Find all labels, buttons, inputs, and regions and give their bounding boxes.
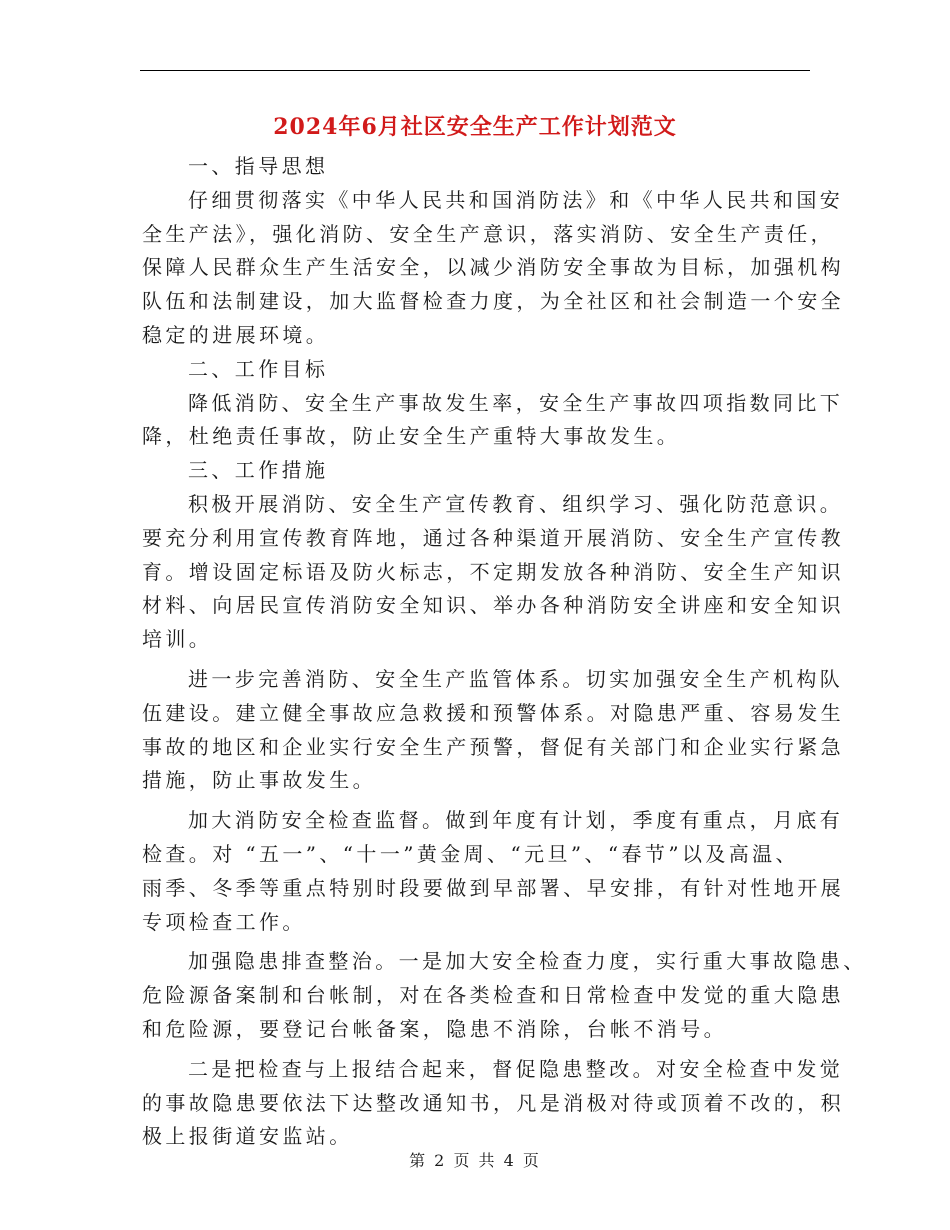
text-line: 事故的地区和企业实行安全生产预警，督促有关部门和企业实行紧急 bbox=[142, 734, 844, 759]
paragraph bbox=[142, 945, 867, 1046]
text-line: 和危险源，要登记台帐备案，隐患不消除，台帐不消号。 bbox=[142, 1016, 727, 1041]
text-line: 伍建设。建立健全事故应急救援和预警体系。对隐患严重、容易发生 bbox=[142, 700, 844, 725]
document-title: 2024年6月社区安全生产工作计划范文 bbox=[273, 114, 677, 140]
text-line: 进一步完善消防、安全生产监管体系。切实加强安全生产机构队 bbox=[188, 666, 844, 691]
text-line: 加强隐患排查整治。一是加大安全检查力度，实行重大事故隐患、 bbox=[188, 949, 867, 974]
text-line: 仔细贯彻落实《中华人民共和国消防法》和《中华人民共和国安 bbox=[188, 187, 844, 212]
text-line: 三、工作措施 bbox=[188, 458, 329, 483]
text-line: 措施，防止事故发生。 bbox=[142, 768, 376, 793]
paragraph bbox=[142, 353, 810, 387]
paragraph bbox=[142, 150, 810, 184]
paragraph bbox=[142, 488, 844, 657]
paragraph bbox=[142, 663, 844, 798]
text-line: 雨季、冬季等重点特别时段要做到早部署、早安排，有针对性地开展 bbox=[142, 875, 844, 900]
text-line: 积极开展消防、安全生产宣传教育、组织学习、强化防范意识。 bbox=[188, 491, 844, 516]
header-rule bbox=[140, 70, 810, 71]
text-line: 危险源备案制和台帐制，对在各类检查和日常检查中发觉的重大隐患 bbox=[142, 983, 844, 1008]
text-line: 培训。 bbox=[142, 627, 213, 652]
paragraph bbox=[142, 184, 844, 353]
text-line: 检查。对 “五一”、“十一”黄金周、“元旦”、“春节”以及高温、 bbox=[142, 841, 799, 866]
paragraph bbox=[142, 454, 810, 488]
text-line: 极上报街道安监站。 bbox=[142, 1124, 353, 1149]
page-footer: 第 2 页 共 4 页 bbox=[409, 1151, 541, 1170]
text-line: 全生产法》，强化消防、安全生产意识，落实消防、安全生产责任， bbox=[142, 221, 834, 246]
text-line: 稳定的进展环境。 bbox=[142, 322, 330, 347]
text-line: 一、指导思想 bbox=[188, 154, 329, 178]
paragraph bbox=[142, 804, 844, 939]
text-line: 要充分利用宣传教育阵地，通过各种渠道开展消防、安全生产宣传教 bbox=[142, 525, 844, 550]
text-line: 的事故隐患要依法下达整改通知书，凡是消极对待或顶着不改的，积 bbox=[142, 1090, 844, 1115]
text-line: 降低消防、安全生产事故发生率，安全生产事故四项指数同比下 bbox=[188, 390, 844, 415]
text-line: 材料、向居民宣传消防安全知识、举办各种消防安全讲座和安全知识 bbox=[142, 593, 844, 618]
text-line: 二、工作目标 bbox=[188, 356, 329, 381]
paragraph bbox=[142, 387, 844, 455]
text-line: 保障人民群众生产生活安全，以减少消防安全事故为目标，加强机构 bbox=[142, 255, 844, 280]
text-line: 育。增设固定标语及防火标志，不定期发放各种消防、安全生产知识 bbox=[142, 559, 844, 584]
text-line: 二是把检查与上报结合起来，督促隐患整改。对安全检查中发觉 bbox=[188, 1056, 844, 1081]
text-line: 加大消防安全检查监督。做到年度有计划，季度有重点，月底有 bbox=[188, 808, 844, 833]
text-line: 队伍和法制建设，加大监督检查力度，为全社区和社会制造一个安全 bbox=[142, 289, 844, 314]
document-body bbox=[142, 150, 867, 1154]
text-line: 降，杜绝责任事故，防止安全生产重特大事故发生。 bbox=[142, 424, 681, 449]
text-line: 专项检查工作。 bbox=[142, 909, 306, 934]
paragraph bbox=[142, 1053, 844, 1154]
